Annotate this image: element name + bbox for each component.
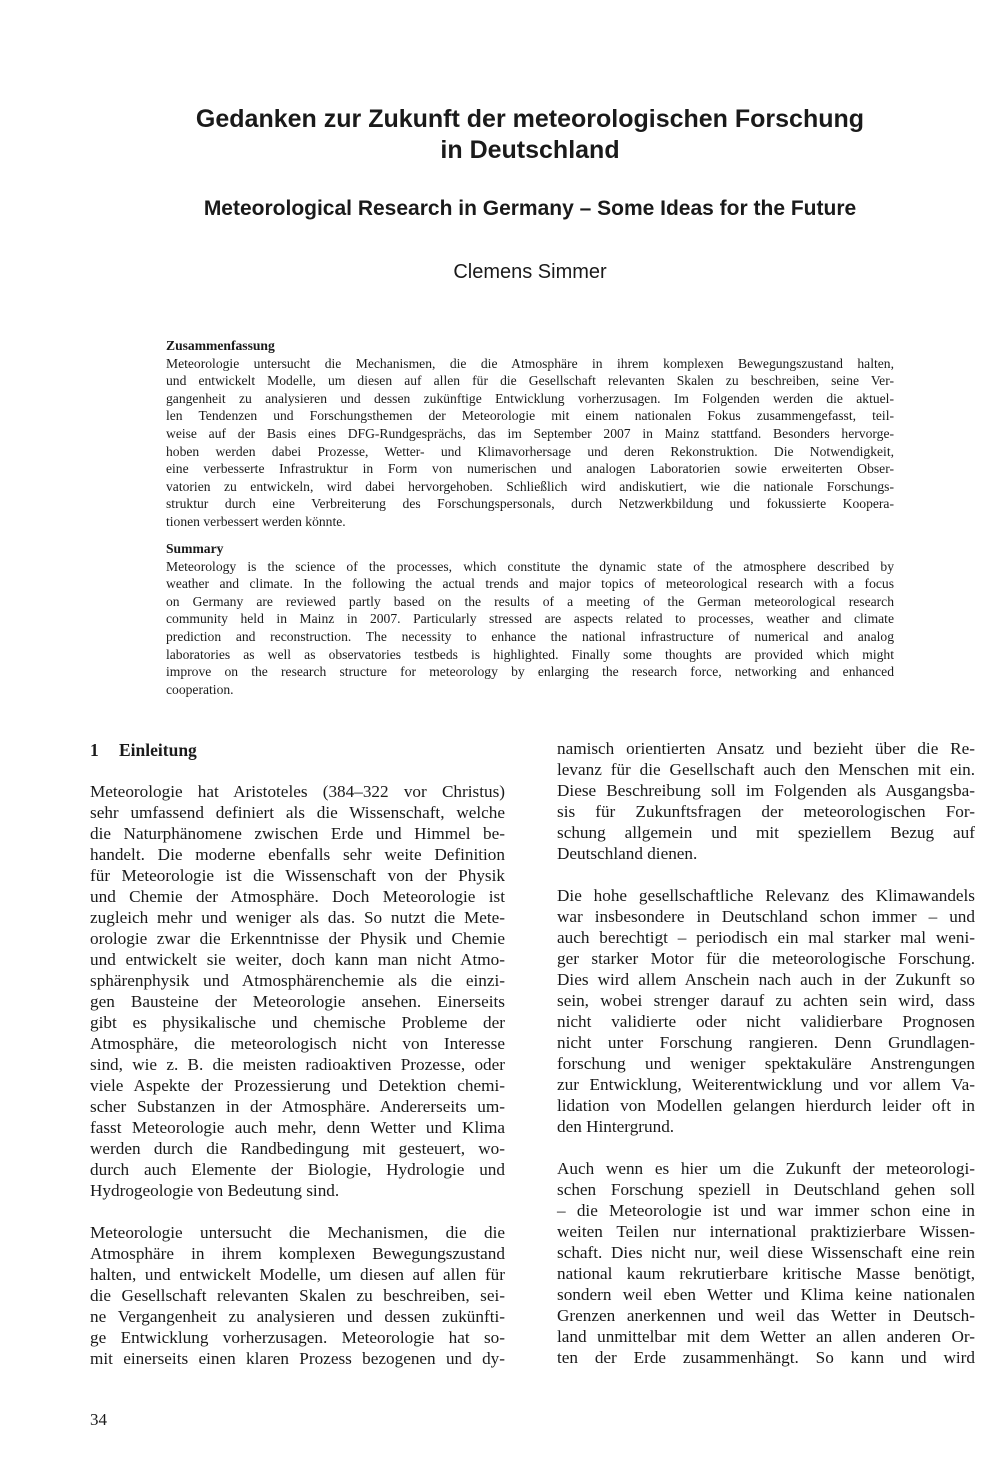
text-line: zugleich mehr und weniger als das. So nutzt die Mete-: [90, 908, 505, 927]
text-line: die Gesellschaft relevanten Skalen zu beschreiben, sei-: [90, 1286, 505, 1305]
text-line: Atmosphäre, die meteorologisch nicht von Interesse: [90, 1034, 505, 1053]
text-line: ger starker Motor für die meteorologische Forschung.: [557, 949, 975, 968]
text-line: sondern weil eben Wetter und Klima keine nationalen: [557, 1285, 975, 1304]
text-line: werden durch die Randbedingung mit gesteuert, wo-: [90, 1139, 505, 1158]
text-line: laboratories as well as observatories testbeds is highlighted. Finally some thoughts are provided which might: [166, 646, 894, 662]
text-line: schung allgemein und mit speziellem Bezug auf: [557, 823, 975, 842]
paragraph: [90, 781, 505, 1201]
text-line: Meteorologie hat Aristoteles (384–322 vor Christus): [90, 782, 505, 801]
text-line: den Hintergrund.: [557, 1117, 675, 1136]
text-line: weiten Teilen nur international praktizierbare Wissen-: [557, 1222, 975, 1241]
section-heading: [90, 740, 197, 761]
text-line: struktur durch eine Verbreiterung des Forschungspersonals, durch Netzwerkbildung und fokussierte Koopera-: [166, 496, 894, 512]
text-line: Hydrogeologie von Bedeutung sind.: [90, 1181, 340, 1200]
text-line: ne Vergangenheit zu analysieren und dessen zukünfti-: [90, 1307, 505, 1326]
text-line: für Meteorologie ist die Wissenschaft von der Physik: [90, 866, 505, 885]
text-line: sehr umfassend definiert als die Wissenschaft, welche: [90, 803, 505, 822]
text-line: schaft. Dies nicht nur, weil diese Wissenschaft eine rein: [557, 1243, 975, 1262]
text-line: – die Meteorologie ist und war immer schon eine in: [557, 1201, 975, 1220]
page-number: 34: [90, 1410, 107, 1429]
abstract-en-heading: Summary: [166, 541, 224, 556]
text-line: national kaum rekrutierbare kritische Masse benötigt,: [557, 1264, 975, 1283]
text-line: weise auf der Basis eines DFG-Rundgesprächs, das im September 2007 in Mainz stattfand. Besonders hervorge-: [166, 425, 894, 441]
text-line: cooperation.: [166, 681, 234, 697]
text-line: len Tendenzen und Forschungsthemen der Meteorologie mit einem nationalen Fokus zusammengefasst, teil-: [166, 408, 894, 424]
text-line: handelt. Die moderne ebenfalls sehr weite Definition: [90, 845, 505, 864]
text-line: gen Bausteine der Meteorologie ansehen. Einerseits: [90, 992, 505, 1011]
paragraph: [557, 1158, 975, 1368]
text-line: levanz für die Gesellschaft auch den Menschen mit ein.: [557, 760, 975, 779]
text-line: prediction and reconstruction. The necessity to enhance the national infrastructure of numerical and analog: [166, 628, 894, 644]
text-line: forschung und weniger spektakuläre Anstrengungen: [557, 1054, 975, 1073]
text-line: zur Entwicklung, Weiterentwicklung und vor allem Va-: [557, 1075, 975, 1094]
text-line: namisch orientierten Ansatz und bezieht über die Re-: [557, 739, 975, 758]
author: Clemens Simmer: [453, 261, 607, 283]
text-line: war insbesondere in Deutschland schon immer – und: [557, 907, 975, 926]
text-line: ten der Erde zusammenhängt. So kann und wird: [557, 1348, 975, 1367]
text-line: Diese Beschreibung soll im Folgenden als Ausgangsba-: [557, 781, 975, 800]
text-line: durch auch Elemente der Biologie, Hydrologie und: [90, 1160, 505, 1179]
text-line: und Chemie der Atmosphäre. Doch Meteorologie ist: [90, 887, 505, 906]
text-line: Dies wird allem Anschein nach auch in der Zukunft so: [557, 970, 975, 989]
section-number: 1: [90, 740, 99, 760]
right-column: [557, 738, 975, 1389]
text-line: viele Aspekte der Prozessierung und Detektion chemi-: [90, 1076, 505, 1095]
text-line: die Naturphänomene zwischen Erde und Himmel be-: [90, 824, 505, 843]
text-line: mit einerseits einen klaren Prozess bezogenen und dy-: [90, 1349, 505, 1368]
text-line: improve on the research structure for meteorology by enlarging the research force, networking and enhanced: [166, 664, 894, 680]
left-column: [90, 781, 505, 1390]
text-line: sein, wobei strenger darauf zu achten sein wird, dass: [557, 991, 975, 1010]
text-line: nicht unter Forschung rangieren. Denn Grundlagen-: [557, 1033, 975, 1052]
text-line: sis für Zukunftsfragen der meteorologischen For-: [557, 802, 975, 821]
text-line: Auch wenn es hier um die Zukunft der meteorologi-: [557, 1159, 975, 1178]
text-line: Grenzen anerkennen und weil das Wetter in Deutsch-: [557, 1306, 975, 1325]
text-line: eine verbesserte Infrastruktur in Form von numerischen und analogen Laboratorien sowie erweiterten Obser-: [166, 461, 894, 477]
text-line: Atmosphäre in ihrem komplexen Bewegungszustand: [90, 1244, 505, 1263]
text-line: weather and climate. In the following the actual trends and major topics of meteorological research with a focus: [166, 576, 894, 592]
title-de: [0, 104, 1000, 166]
title-line: Gedanken zur Zukunft der meteorologischen Forschung: [195, 105, 865, 133]
text-line: halten, und entwickelt Modelle, um diesen auf allen für: [90, 1265, 505, 1284]
text-line: fasst Meteorologie auch mehr, denn Wetter und Klima: [90, 1118, 505, 1137]
text-line: auch berechtigt – periodisch ein mal starker mal weni-: [557, 928, 975, 947]
text-line: gangenheit zu analysieren und dessen zukünftige Entwicklung vorherzusagen. Im Folgenden werden die aktuel-: [166, 390, 894, 406]
text-line: lidation von Modellen gelangen hierdurch leider oft in: [557, 1096, 975, 1115]
text-line: schen Forschung speziell in Deutschland gehen soll: [557, 1180, 975, 1199]
text-line: sphärenphysik und Atmosphärenchemie als die einzi-: [90, 971, 505, 990]
text-line: Meteorologie untersucht die Mechanismen, die die Atmosphäre in ihrem komplexen Bewegungszustand halten,: [166, 355, 894, 371]
text-line: sind, wie z. B. die meisten radioaktiven Prozesse, oder: [90, 1055, 505, 1074]
text-line: scher Substanzen in der Atmosphäre. Andererseits um-: [90, 1097, 505, 1116]
text-line: tionen verbessert werden könnte.: [166, 513, 346, 529]
text-line: nicht validierte oder nicht validierbare Prognosen: [557, 1012, 975, 1031]
text-line: orologie zwar die Erkenntnisse der Physik und Chemie: [90, 929, 505, 948]
abstract-de-heading: Zusammenfassung: [166, 338, 275, 353]
text-line: Deutschland dienen.: [557, 844, 698, 863]
abstract-de: [166, 337, 894, 531]
text-line: on Germany are reviewed partly based on the results of a meeting of the German meteorological research: [166, 593, 894, 609]
text-line: Meteorology is the science of the processes, which constitute the dynamic state of the atmosphere described by: [166, 558, 894, 574]
text-line: vatorien zu entwickeln, wird dabei hervorgehoben. Schließlich wird andiskutiert, wie die nationale Forschungs-: [166, 478, 894, 494]
text-line: community held in Mainz in 2007. Particularly stressed are aspects related to processes, weather and climate: [166, 611, 894, 627]
abstract-en: [166, 540, 894, 698]
text-line: und entwickelt Modelle, um diesen auf allen für die Gesellschaft relevanten Skalen zu beschreiben, seine Ver-: [166, 373, 894, 389]
paragraph: [557, 885, 975, 1137]
paragraph: [90, 1222, 505, 1369]
section-title: Einleitung: [119, 740, 197, 760]
text-line: hoben werden dabei Prozesse, Wetter- und Klimavorhersage und deren Rekonstruktion. Die Notwendigkeit,: [166, 443, 894, 459]
paragraph: [557, 738, 975, 864]
text-line: Die hohe gesellschaftliche Relevanz des Klimawandels: [557, 886, 975, 905]
text-line: gibt es physikalische und chemische Probleme der: [90, 1013, 505, 1032]
text-line: ge Entwicklung vorherzusagen. Meteorologie hat so-: [90, 1328, 505, 1347]
title-line: in Deutschland: [440, 136, 620, 164]
title-en: Meteorological Research in Germany – Some Ideas for the Future: [203, 197, 857, 220]
text-line: und entwickelt sie weiter, doch kann man nicht Atmo-: [90, 950, 505, 969]
text-line: land unmittelbar mit dem Wetter an allen anderen Or-: [557, 1327, 975, 1346]
text-line: Meteorologie untersucht die Mechanismen, die die: [90, 1223, 505, 1242]
